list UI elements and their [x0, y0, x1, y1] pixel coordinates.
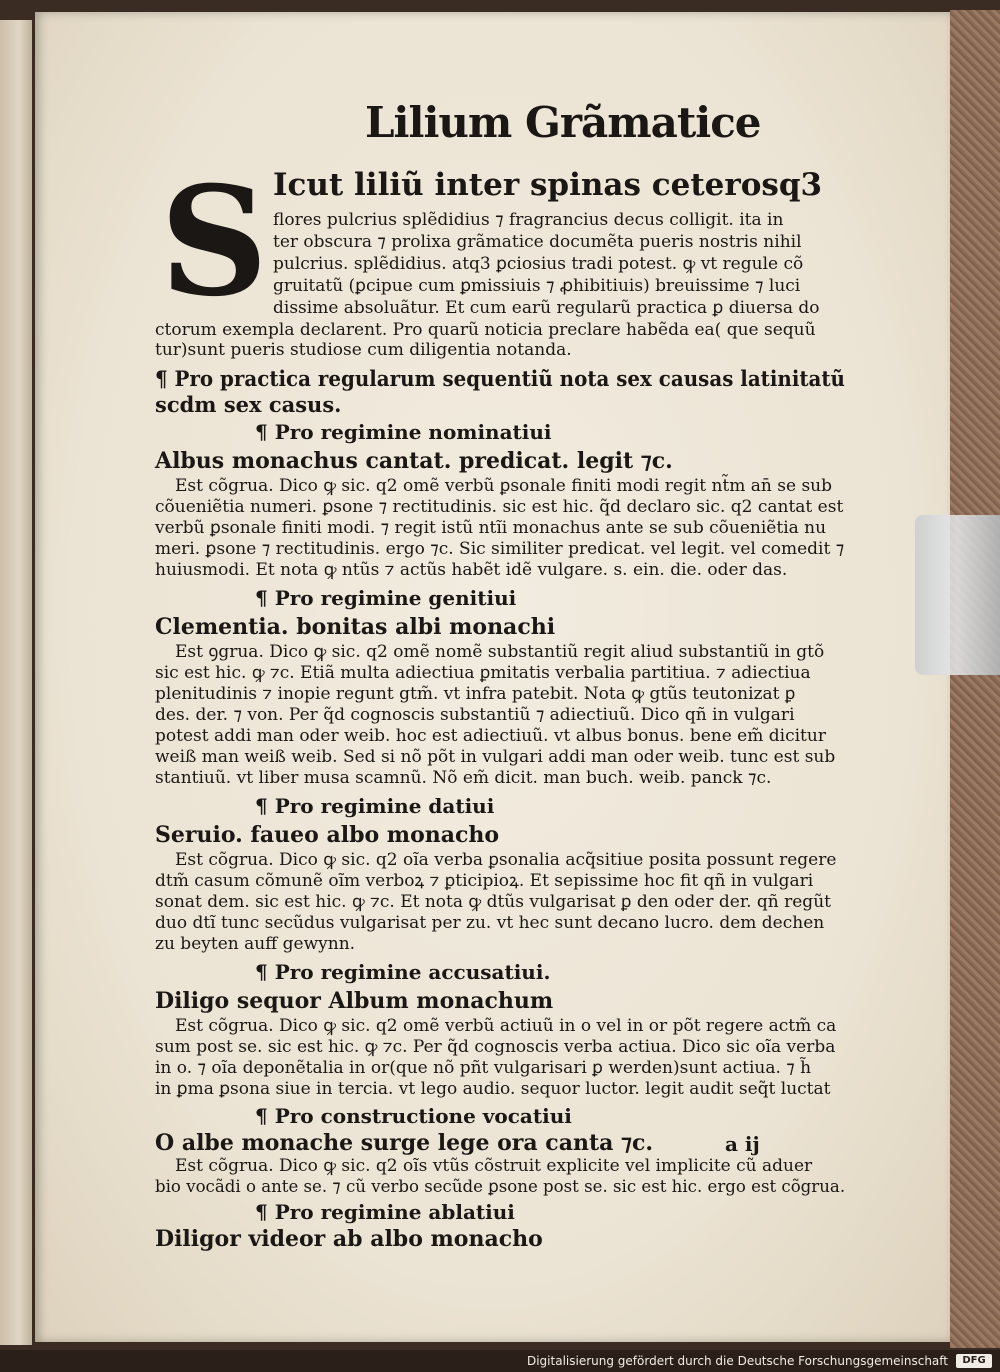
- body-line: sonat dem. sic est hic. ꝙ ⁊c. Et nota ꝙ dtũs vulgarisat ꝑ den oder der. qñ regũt: [155, 892, 831, 912]
- body-line: plenitudinis ⁊ inopie regunt gtm̃. vt infra patebit. Nota ꝙ gtũs teutonizat ꝑ: [155, 684, 796, 704]
- body-line: potest addi man oder weib. hoc est adiectiuũ. vt albus bonus. bene em̃ dicitur: [155, 726, 826, 746]
- example-line: Diligo sequor Album monachum: [155, 988, 554, 1014]
- practica-heading: ¶ Pro practica regularum sequentiũ nota sex causas latinitatũ: [155, 366, 845, 391]
- body-line: Est cõgrua. Dico ꝙ sic. q2 oĩa verba ꝑsonalia acq̃sitiue posita possunt regere: [175, 850, 837, 870]
- book-page: [35, 12, 950, 1342]
- body-line: sic est hic. ꝙ ⁊c. Etiã multa adiectiua ꝑmitatis verbalia partitiua. ⁊ adiectiua: [155, 663, 811, 683]
- decorated-initial: S: [159, 154, 269, 330]
- example-line: Diligor videor ab albo monacho: [155, 1226, 543, 1252]
- intro-line: gruitatũ (ꝑcipue cum ꝑmissiuis ⁊ ꝓhibitiuis) breuissime ⁊ luci: [273, 276, 801, 296]
- example-line: Clementia. bonitas albi monachi: [155, 614, 556, 640]
- body-line: Est cõgrua. Dico ꝙ sic. q2 omẽ verbũ actiuũ in o vel in or põt regere actm̃ ca: [175, 1016, 837, 1036]
- section-heading: ¶ Pro regimine datiui: [255, 794, 495, 818]
- body-line: verbũ ꝑsonale finiti modi. ⁊ regit istũ ntĩi monachus ante se sub cõueniẽtia nu: [155, 518, 827, 538]
- body-line: Est cõgrua. Dico ꝙ sic. q2 oĩs vtũs cõstruit explicite vel implicite cũ aduer: [175, 1156, 813, 1176]
- binding-clasp: [915, 515, 1000, 675]
- example-line: O albe monache surge lege ora canta ⁊c.: [155, 1130, 654, 1156]
- example-line: Albus monachus cantat. predicat. legit ⁊c.: [155, 448, 673, 474]
- body-line: weiß man weiß weib. Sed si nõ põt in vulgari addi man oder weib. tunc est sub: [155, 747, 836, 767]
- intro-line: ter obscura ⁊ prolixa grãmatice documẽta pueris nostris nihil: [273, 232, 802, 252]
- left-page-edge: [0, 20, 32, 1345]
- section-heading: ¶ Pro regimine ablatiui: [255, 1200, 515, 1224]
- dfg-logo: DFG: [956, 1354, 992, 1368]
- section-heading: ¶ Pro constructione vocatiui: [255, 1104, 572, 1128]
- body-line: huiusmodi. Et nota ꝙ ntũs ⁊ actũs habẽt idẽ vulgare. s. ein. die. oder das.: [155, 560, 788, 580]
- body-line: in ꝑma ꝑsona siue in tercia. vt lego audio. sequor luctor. legit audit seq̃t luctat: [155, 1079, 831, 1099]
- intro-line: flores pulcrius splẽdidius ⁊ fragrancius decus colligit. ita in: [273, 210, 784, 230]
- intro-line: pulcrius. splẽdidius. atq3 ꝑciosius tradi potest. ꝙ vt regule cõ: [273, 254, 804, 274]
- body-line: des. der. ⁊ von. Per q̃d cognoscis substantiũ ⁊ adiectiuũ. Dico qñ in vulgari: [155, 705, 795, 725]
- body-line: duo dtĩ tunc secũdus vulgarisat per zu. vt hec sunt decano lucro. dem dechen: [155, 913, 825, 933]
- page-signature: a ij: [725, 1132, 760, 1156]
- binding-board: [950, 10, 1000, 1348]
- body-line: Est cõgrua. Dico ꝙ sic. q2 omẽ verbũ ꝑsonale finiti modi regit nt̃m an̄ se sub: [175, 476, 833, 496]
- footer-credit: Digitalisierung gefördert durch die Deutsche Forschungsgemeinschaft: [526, 1354, 948, 1368]
- book-title: Lilium Grãmatice: [365, 98, 761, 147]
- body-line: dtm̃ casum cõmunẽ oĩm verboꝝ ⁊ ꝑticipioꝝ. Et sepissime hoc fit qñ in vulgari: [155, 871, 814, 891]
- body-line: in o. ⁊ oĩa deponẽtalia in or(que nõ pñt vulgarisari ꝑ werden)sunt actiua. ⁊ h̃: [155, 1058, 812, 1078]
- body-line: cõueniẽtia numeri. ꝑsone ⁊ rectitudinis. sic est hic. q̃d declaro sic. q2 cantat est: [155, 497, 844, 517]
- section-heading: ¶ Pro regimine accusatiui.: [255, 960, 551, 984]
- footer-bar: [0, 1350, 1000, 1372]
- intro-line: Icut liliũ inter spinas ceterosq3: [273, 167, 823, 203]
- body-line: sum post se. sic est hic. ꝙ ⁊c. Per q̃d cognoscis verba actiua. Dico sic oĩa verba: [155, 1037, 836, 1057]
- intro-line: dissime absoluãtur. Et cum earũ regularũ practica ꝑ diuersa do: [273, 298, 820, 318]
- section-heading: ¶ Pro regimine genitiui: [255, 586, 517, 610]
- body-line: meri. ꝑsone ⁊ rectitudinis. ergo ⁊c. Sic similiter predicat. vel legit. vel comedit ⁊: [155, 539, 845, 559]
- body-line: zu beyten auff gewynn.: [155, 934, 356, 954]
- section-heading: ¶ Pro regimine nominatiui: [255, 420, 552, 444]
- body-line: stantiuũ. vt liber musa scamnũ. Nõ em̃ dicit. man buch. weib. panck ⁊c.: [155, 768, 772, 788]
- text-block: [145, 92, 846, 1252]
- body-line: Est ꝯgrua. Dico ꝙ sic. q2 omẽ nomẽ substantiũ regit aliud substantiũ in gtõ: [175, 642, 825, 662]
- example-line: Seruio. faueo albo monacho: [155, 822, 500, 848]
- intro-line: tur)sunt pueris studiose cum diligentia notanda.: [155, 340, 572, 360]
- practica-heading: scdm sex casus.: [155, 392, 342, 417]
- intro-line: ctorum exempla declarent. Pro quarũ noticia preclare habẽda ea( que sequũ: [155, 320, 816, 340]
- body-line: bio vocãdi o ante se. ⁊ cũ verbo secũde ꝑsone post se. sic est hic. ergo est cõgrua.: [155, 1177, 846, 1197]
